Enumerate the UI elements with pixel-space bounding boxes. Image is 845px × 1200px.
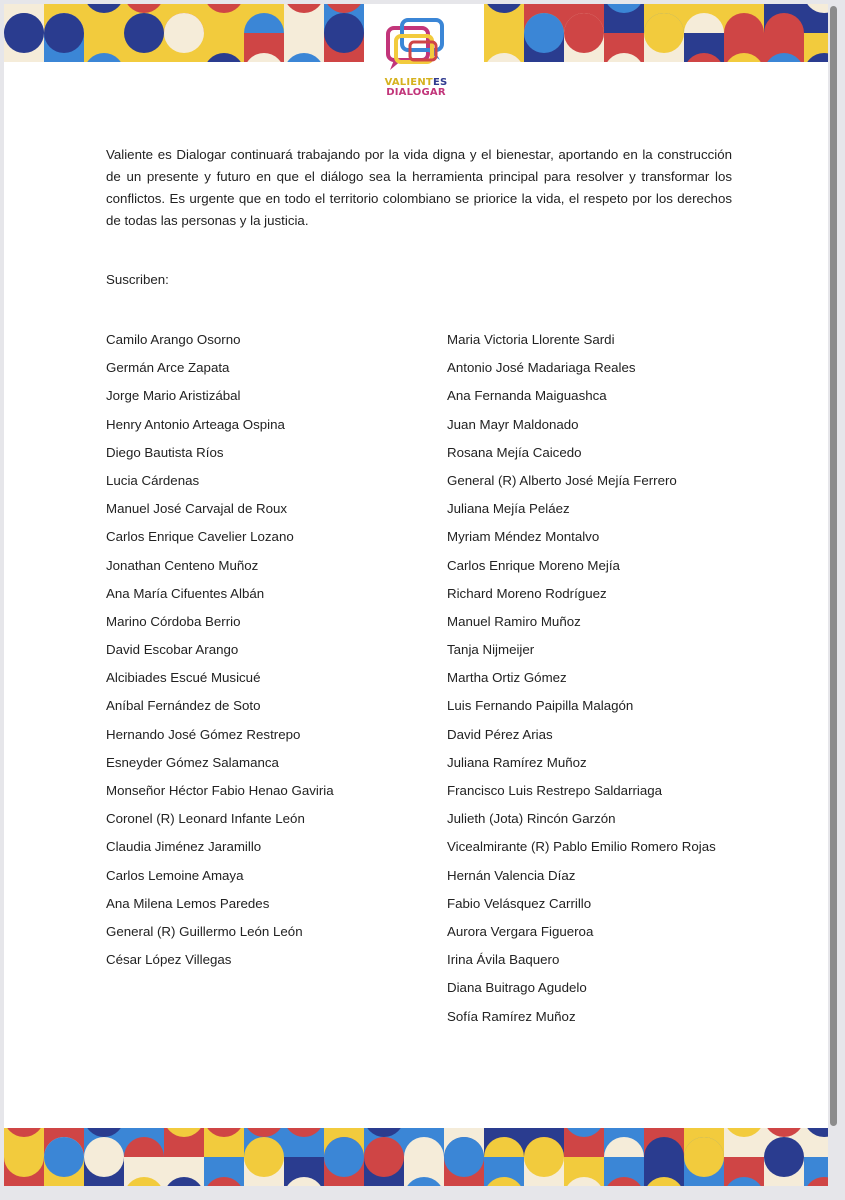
signer-name: Manuel José Carvajal de Roux xyxy=(106,501,288,517)
logo-word-es: ES xyxy=(432,77,448,88)
signer-name: Aurora Vergara Figueroa xyxy=(447,923,594,939)
signer-name: General (R) Alberto José Mejía Ferrero xyxy=(447,472,677,488)
logo-word-dialogar: DIALOGAR xyxy=(386,87,446,98)
decorative-pattern-footer xyxy=(4,1128,828,1186)
signer-name: Juliana Mejía Peláez xyxy=(447,501,570,517)
signer-name: César López Villegas xyxy=(106,952,232,968)
speech-bubbles-icon xyxy=(380,14,452,76)
signer-name: Hernando José Gómez Restrepo xyxy=(106,726,301,742)
signer-name: Monseñor Héctor Fabio Henao Gaviria xyxy=(106,783,334,798)
signer-name: Martha Ortiz Gómez xyxy=(447,670,567,686)
signer-name: Coronel (R) Leonard Infante León xyxy=(106,811,305,827)
signer-name: Henry Antonio Arteaga Ospina xyxy=(106,416,285,432)
signer-name: Ana Fernanda Maiguashca xyxy=(447,388,607,404)
signer-name: Ana Milena Lemos Paredes xyxy=(106,895,270,911)
signer-name: Lucia Cárdenas xyxy=(106,472,200,488)
signer-name: Juliana Ramírez Muñoz xyxy=(447,754,587,770)
signer-name: Diana Buitrago Agudelo xyxy=(447,980,587,996)
document-page xyxy=(4,4,828,1186)
signer-name: Rosana Mejía Caicedo xyxy=(447,444,582,460)
logo-wordmark xyxy=(380,78,452,98)
signer-name: Marino Córdoba Berrio xyxy=(106,613,241,629)
signer-name: Diego Bautista Ríos xyxy=(106,444,224,460)
signer-name: Ana María Cifuentes Albán xyxy=(106,585,265,601)
signer-name: Fabio Velásquez Carrillo xyxy=(447,895,592,911)
vertical-scrollbar[interactable] xyxy=(830,6,837,1126)
signer-name: Julieth (Jota) Rincón Garzón xyxy=(447,811,616,827)
signer-name: Francisco Luis Restrepo Saldarriaga xyxy=(447,783,663,798)
logo-word-valient: VALIENT xyxy=(384,77,433,88)
signer-name: General (R) Guillermo León León xyxy=(106,923,303,939)
signer-name: Irina Ávila Baquero xyxy=(447,952,560,968)
signer-name: David Pérez Arias xyxy=(447,726,553,742)
signer-name: Alcibiades Escué Musicué xyxy=(106,670,261,686)
signer-name: Carlos Enrique Cavelier Lozano xyxy=(106,529,294,545)
signer-name: Vicealmirante (R) Pablo Emilio Romero Rojas xyxy=(447,839,716,855)
signers-list-right xyxy=(447,326,777,1031)
signer-name: Carlos Enrique Moreno Mejía xyxy=(447,557,620,573)
signer-name: David Escobar Arango xyxy=(106,642,239,658)
signer-name: Jonathan Centeno Muñoz xyxy=(106,557,259,573)
signer-name: Camilo Arango Osorno xyxy=(106,332,241,347)
signer-name: Aníbal Fernández de Soto xyxy=(106,698,261,714)
letter-body-paragraph: Valiente es Dialogar continuará trabajando por la vida digna y el bienestar, aportando en la construcción de un presente y futuro en que el diálogo sea la herramienta principal para resolver y transformar los conflictos. Es urgente que en todo el territorio colombiano se priorice la vida, el respeto por los derechos de todas las personas y la justicia. xyxy=(106,147,732,228)
signer-name: Manuel Ramiro Muñoz xyxy=(447,613,581,629)
signer-name: Claudia Jiménez Jaramillo xyxy=(106,839,262,855)
signer-name: Esneyder Gómez Salamanca xyxy=(106,754,279,770)
signers-list-left xyxy=(106,326,426,974)
signer-name: Sofía Ramírez Muñoz xyxy=(447,1008,576,1024)
signer-name: Richard Moreno Rodríguez xyxy=(447,585,607,601)
signers-heading: Suscriben: xyxy=(106,272,169,287)
signer-name: Antonio José Madariaga Reales xyxy=(447,360,636,376)
signer-name: Myriam Méndez Montalvo xyxy=(447,529,600,545)
signer-name: Luis Fernando Paipilla Malagón xyxy=(447,698,634,714)
signer-name: Maria Victoria Llorente Sardi xyxy=(447,332,615,347)
signer-name: Jorge Mario Aristizábal xyxy=(106,388,241,404)
signer-name: Tanja Nijmeijer xyxy=(447,642,535,658)
signer-name: Germán Arce Zapata xyxy=(106,360,230,376)
signer-name: Carlos Lemoine Amaya xyxy=(106,867,244,883)
valiente-es-dialogar-logo xyxy=(380,14,452,104)
signer-name: Juan Mayr Maldonado xyxy=(447,416,579,432)
signer-name: Hernán Valencia Díaz xyxy=(447,867,576,883)
